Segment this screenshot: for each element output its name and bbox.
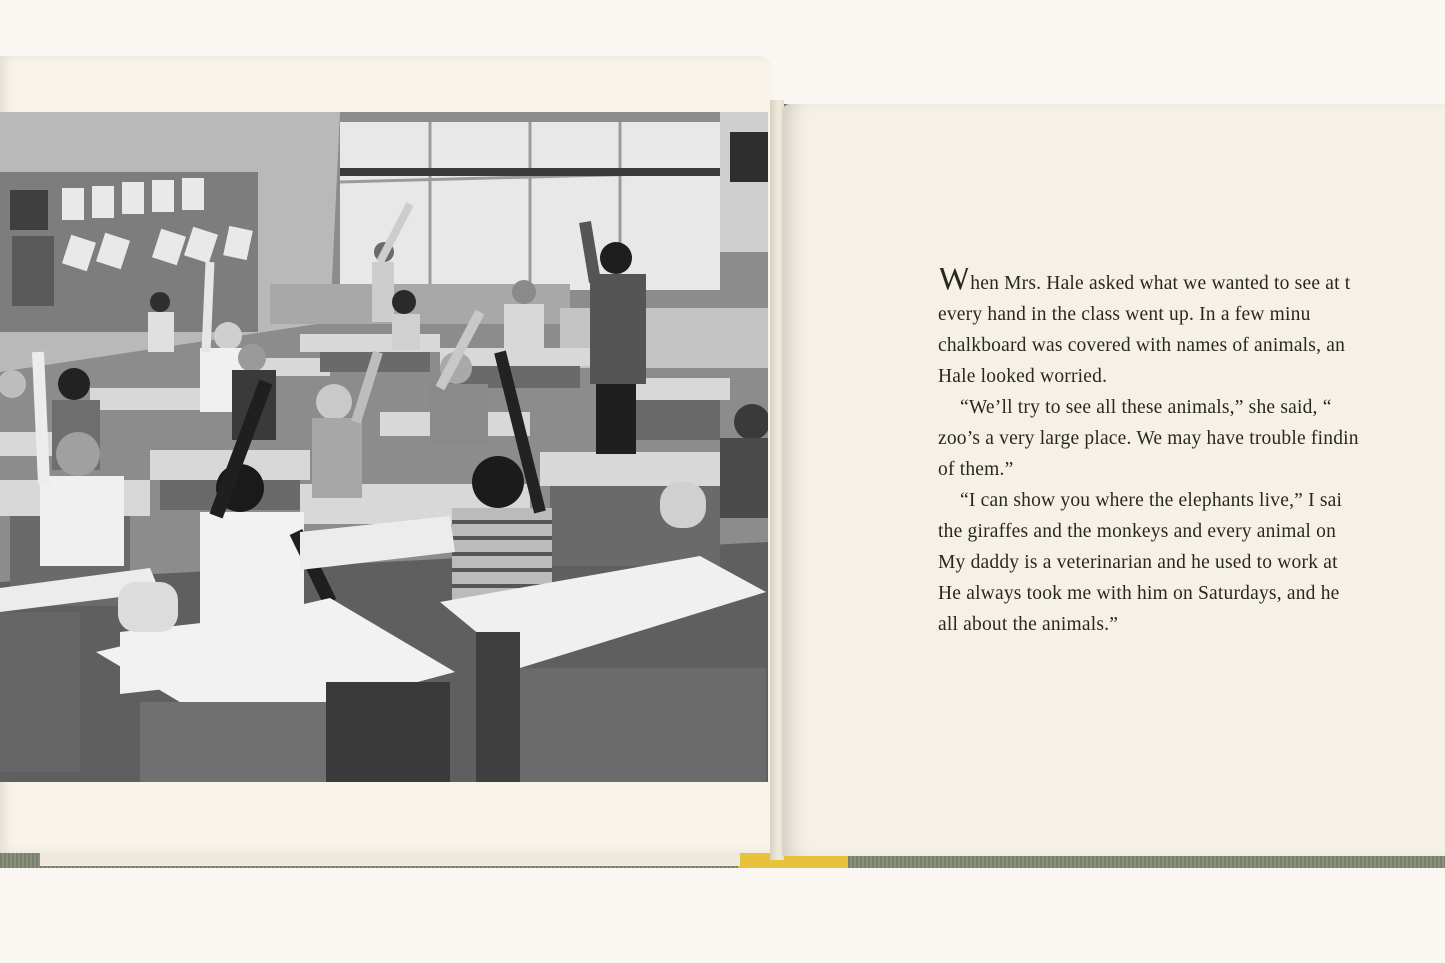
- story-paragraph-1: [938, 268, 1445, 392]
- story-paragraph-3: [938, 485, 1445, 640]
- story-line: Hale looked worried.: [938, 366, 1108, 387]
- story-line: all about the animals.”: [938, 614, 1119, 635]
- story-paragraph-2: [938, 392, 1445, 485]
- story-line: “I can show you where the elephants live,” I sai: [960, 490, 1343, 511]
- story-line: “We’ll try to see all these animals,” she said, “: [960, 397, 1332, 418]
- classroom-photograph: [0, 112, 768, 782]
- story-line: every hand in the class went up. In a few minu: [938, 304, 1311, 325]
- story-line: [938, 268, 1445, 299]
- story-line: zoo’s a very large place. We may have trouble findin: [938, 428, 1359, 449]
- story-line-text: hen Mrs. Hale asked what we wanted to see at t: [970, 273, 1351, 294]
- story-line: He always took me with him on Saturdays, and he: [938, 583, 1340, 604]
- story-line: of them.”: [938, 459, 1014, 480]
- story-line: chalkboard was covered with names of animals, an: [938, 335, 1346, 356]
- drop-cap: W: [938, 268, 971, 297]
- story-line: the giraffes and the monkeys and every animal on: [938, 521, 1337, 542]
- classroom-photo-illustration: [0, 112, 768, 782]
- story-text: [938, 268, 1445, 668]
- story-line: My daddy is a veterinarian and he used to work at: [938, 552, 1338, 573]
